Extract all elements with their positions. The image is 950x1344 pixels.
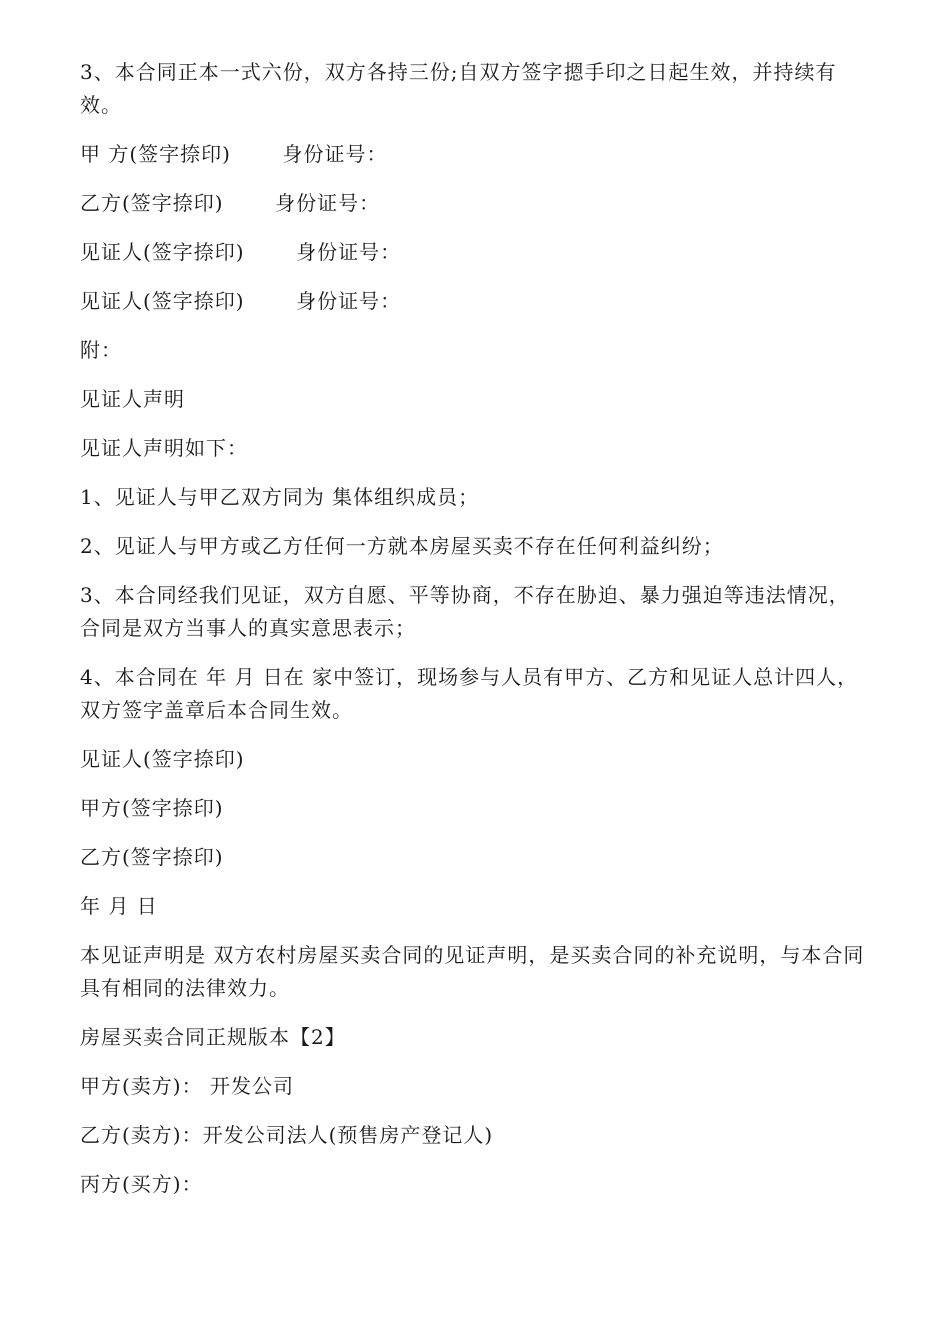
statement-item-1: 1、见证人与甲乙双方同为 集体组织成员； [80,485,480,509]
witness-statement-intro: 见证人声明如下： [80,436,248,460]
statement-item-4: 4、本合同在 年 月 日在 家中签订，现场参与人员有甲方、乙方和见证人总计四人，双方签字盖章后本合同生效。 [80,665,859,722]
party-b-signature: 乙方(签字捺印) [80,845,224,869]
party-b-signature-line: 乙方(签字捺印) 身份证号： [80,191,381,215]
party-b-seller: 乙方(卖方)：开发公司法人(预售房产登记人) [80,1123,494,1147]
party-c-buyer: 丙方(买方)： [80,1172,203,1196]
party-a-signature-line: 甲 方(签字捺印) 身份证号： [80,142,388,166]
appendix-label: 附： [80,338,122,362]
clause-3-copies: 3、本合同正本一式六份，双方各持三份;自双方签字摁手印之日起生效，并持续有效。 [80,60,837,117]
statement-item-2: 2、见证人与甲方或乙方任何一方就本房屋买卖不存在任何利益纠纷； [80,534,724,558]
contract-2-title: 房屋买卖合同正规版本【2】 [80,1025,346,1049]
party-a-signature: 甲方(签字捺印) [80,796,224,820]
witness-statement-heading: 见证人声明 [80,387,185,411]
witness-1-signature-line: 见证人(签字捺印) 身份证号： [80,240,402,264]
party-a-seller: 甲方(卖方)： 开发公司 [80,1074,294,1098]
document-page [80,56,870,1217]
statement-item-3: 3、本合同经我们见证，双方自愿、平等协商，不存在胁迫、暴力强迫等违法情况，合同是双方当事人的真实意思表示； [80,583,850,640]
statement-effect-note: 本见证声明是 双方农村房屋买卖合同的见证声明，是买卖合同的补充说明，与本合同具有相同的法律效力。 [80,943,865,1000]
witness-2-signature-line: 见证人(签字捺印) 身份证号： [80,289,402,313]
date-line: 年 月 日 [80,894,158,918]
witness-signature: 见证人(签字捺印) [80,747,245,771]
